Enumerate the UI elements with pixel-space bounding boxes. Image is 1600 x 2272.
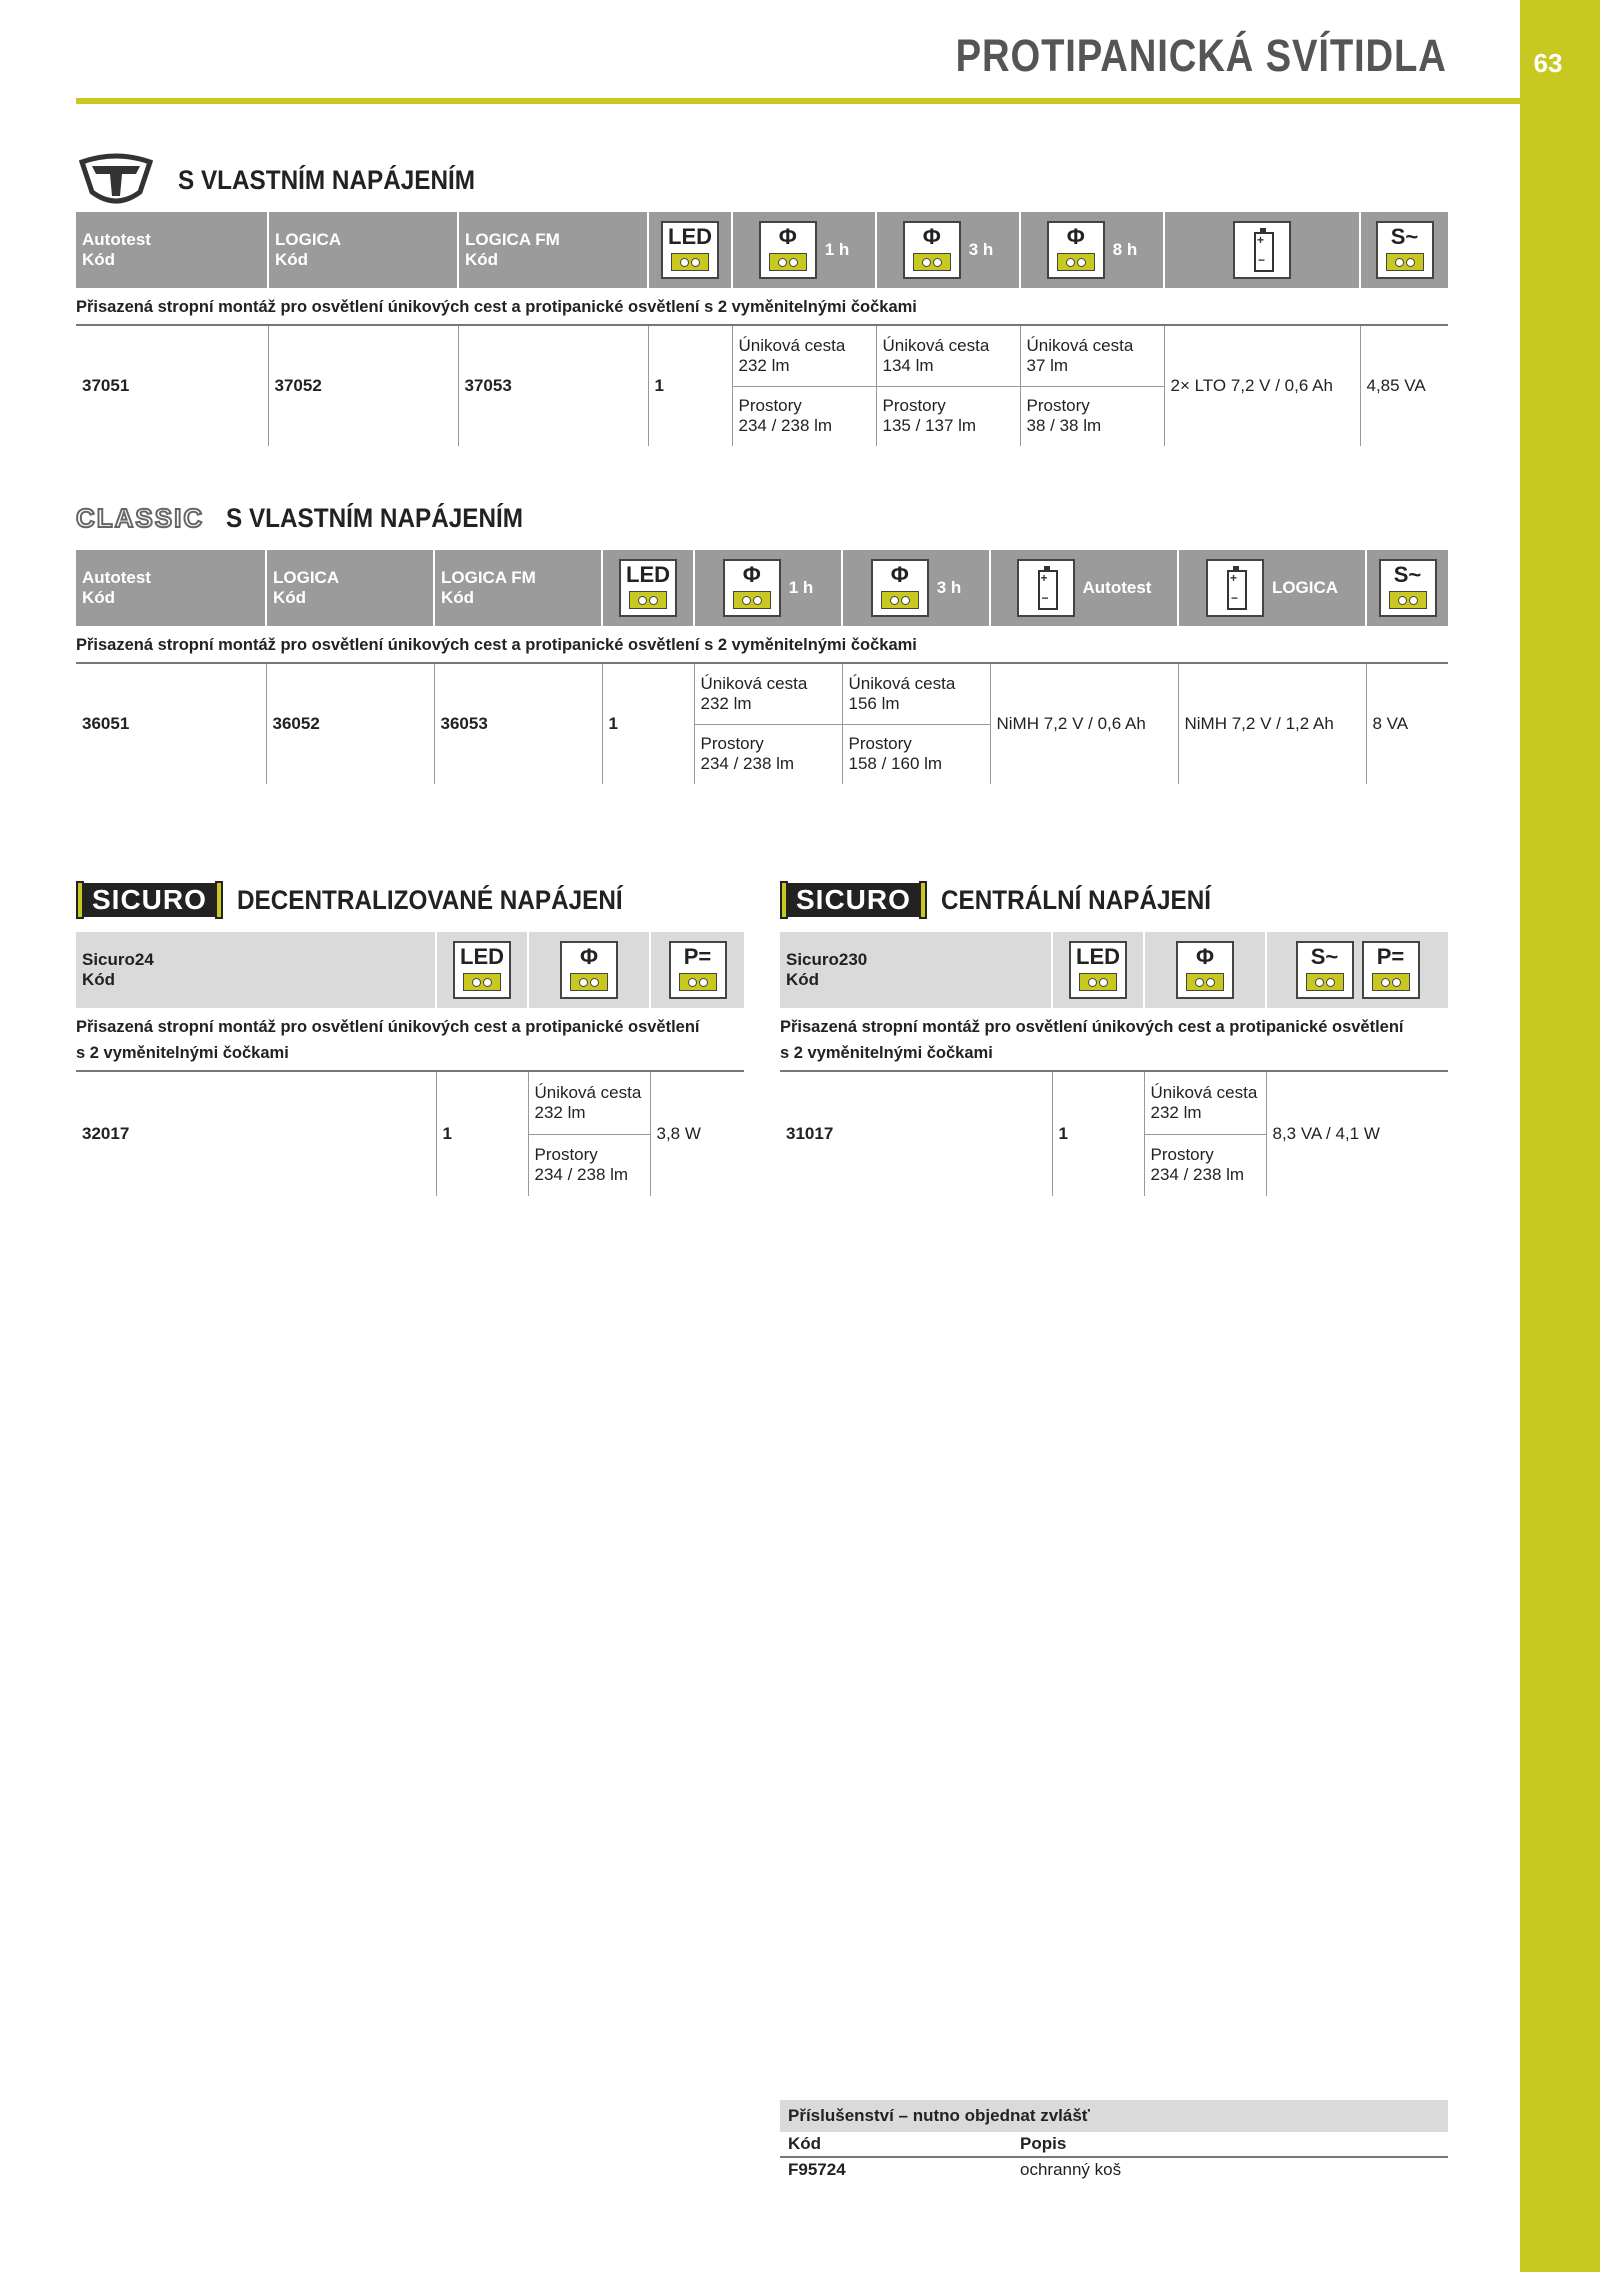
table-subtitle: Přisazená stropní montáž pro osvětlení únikových cest a protipanické osvětlení s 2 vyměnitelnými čočkami bbox=[780, 1008, 1448, 1072]
area-1h: Prostory 234 / 238 lm bbox=[732, 386, 876, 446]
section-decentral-power bbox=[76, 870, 744, 1196]
led-icon: LED bbox=[619, 559, 677, 617]
code-autotest: 36051 bbox=[82, 714, 130, 733]
col-led bbox=[1052, 932, 1144, 1008]
col-8h: Φ 8 h bbox=[1020, 212, 1164, 288]
col-logica: LOGICA Kód bbox=[266, 550, 434, 626]
table-row bbox=[780, 2157, 1448, 2182]
page-title: PROTIPANICKÁ SVÍTIDLA bbox=[955, 30, 1447, 81]
col-power bbox=[1266, 932, 1448, 1008]
section-header bbox=[76, 150, 1448, 210]
code-autotest: 37051 bbox=[82, 376, 130, 395]
col-flux bbox=[528, 932, 650, 1008]
battery-icon: + − bbox=[1017, 559, 1075, 617]
led-icon: LED bbox=[661, 221, 719, 279]
header-row bbox=[76, 932, 744, 1008]
accessories-header-row bbox=[780, 2132, 1448, 2157]
battery-icon: + − bbox=[1233, 221, 1291, 279]
led-count: 1 bbox=[1052, 1072, 1144, 1196]
section-self-powered-classic bbox=[76, 488, 1448, 784]
header-row bbox=[76, 550, 1448, 626]
product-code: 31017 bbox=[786, 1124, 834, 1143]
escape-route-8h: Úniková cesta 37 lm bbox=[1020, 326, 1164, 386]
luminous-flux-icon: Φ bbox=[1176, 941, 1234, 999]
col-logica-fm: LOGICA FM Kód bbox=[434, 550, 602, 626]
ac-power-icon: S~ bbox=[1296, 941, 1354, 999]
led-icon: LED bbox=[453, 941, 511, 999]
power-value: 8 VA bbox=[1366, 664, 1448, 784]
area-3h: Prostory 158 / 160 lm bbox=[842, 724, 990, 784]
col-3h: Φ 3 h bbox=[876, 212, 1020, 288]
col-3h: Φ 3 h bbox=[842, 550, 990, 626]
escape-route: Úniková cesta 232 lm bbox=[528, 1072, 650, 1134]
accessory-code: F95724 bbox=[788, 2160, 846, 2179]
col-logica-fm: LOGICA FM Kód bbox=[458, 212, 648, 288]
col-desc: Popis bbox=[1020, 2134, 1067, 2153]
data-table bbox=[780, 1072, 1448, 1196]
power-value: 4,85 VA bbox=[1360, 326, 1448, 446]
escape-route-3h: Úniková cesta 134 lm bbox=[876, 326, 1020, 386]
escape-route: Úniková cesta 232 lm bbox=[1144, 1072, 1266, 1134]
dc-power-icon: P= bbox=[669, 941, 727, 999]
section-central-power bbox=[780, 870, 1448, 1196]
dc-power-icon: P= bbox=[1362, 941, 1420, 999]
col-power bbox=[1360, 212, 1448, 288]
col-battery-autotest: + − Autotest bbox=[990, 550, 1178, 626]
col-1h: Φ 1 h bbox=[732, 212, 876, 288]
table-subtitle: Přisazená stropní montáž pro osvětlení únikových cest a protipanické osvětlení s 2 vyměnitelnými čočkami bbox=[76, 288, 1448, 326]
area: Prostory 234 / 238 lm bbox=[528, 1134, 650, 1196]
battery-logica-value: NiMH 7,2 V / 1,2 Ah bbox=[1178, 664, 1366, 784]
accessories-title: Příslušenství – nutno objednat zvlášť bbox=[780, 2100, 1448, 2132]
sicuro-logo: SICURO bbox=[780, 881, 927, 919]
area-8h: Prostory 38 / 38 lm bbox=[1020, 386, 1164, 446]
col-code: Kód bbox=[788, 2134, 822, 2153]
table-subtitle: Přisazená stropní montáž pro osvětlení únikových cest a protipanické osvětlení s 2 vyměnitelnými čočkami bbox=[76, 1008, 744, 1072]
col-1h: Φ 1 h bbox=[694, 550, 842, 626]
battery-value: 2× LTO 7,2 V / 0,6 Ah bbox=[1164, 326, 1360, 446]
led-count: 1 bbox=[436, 1072, 528, 1196]
accessories-table bbox=[780, 2100, 1448, 2182]
col-power bbox=[650, 932, 744, 1008]
accessories-list bbox=[780, 2132, 1448, 2182]
luminous-flux-icon: Φ bbox=[903, 221, 961, 279]
led-icon: LED bbox=[1069, 941, 1127, 999]
escape-route-1h: Úniková cesta 232 lm bbox=[694, 664, 842, 724]
col-battery-logica: + − LOGICA bbox=[1178, 550, 1366, 626]
col-led bbox=[602, 550, 694, 626]
ac-power-icon: S~ bbox=[1379, 559, 1437, 617]
section-header bbox=[76, 870, 744, 930]
escape-route-3h: Úniková cesta 156 lm bbox=[842, 664, 990, 724]
power-value: 8,3 VA / 4,1 W bbox=[1266, 1072, 1448, 1196]
header-row bbox=[76, 212, 1448, 288]
classic-logo: CLASSIC bbox=[76, 502, 205, 533]
sicuro-logo: SICURO bbox=[76, 881, 223, 919]
col-led bbox=[648, 212, 732, 288]
data-table bbox=[76, 326, 1448, 446]
luminous-flux-icon: Φ bbox=[871, 559, 929, 617]
ac-power-icon: S~ bbox=[1376, 221, 1434, 279]
section-self-powered-t bbox=[76, 150, 1448, 446]
col-power bbox=[1366, 550, 1448, 626]
data-table bbox=[76, 664, 1448, 784]
data-table bbox=[76, 1072, 744, 1196]
col-code: Sicuro230 Kód bbox=[780, 932, 1052, 1008]
section-header bbox=[780, 870, 1448, 930]
product-code: 32017 bbox=[82, 1124, 130, 1143]
header-rule bbox=[76, 98, 1520, 104]
escape-route-1h: Úniková cesta 232 lm bbox=[732, 326, 876, 386]
section-title: S VLASTNÍM NAPÁJENÍM bbox=[226, 502, 524, 533]
page-side-bar bbox=[1520, 0, 1600, 2272]
code-logica: 37052 bbox=[268, 326, 458, 446]
code-logica-fm: 36053 bbox=[434, 664, 602, 784]
section-title: DECENTRALIZOVANÉ NAPÁJENÍ bbox=[236, 884, 623, 915]
luminous-flux-icon: Φ bbox=[759, 221, 817, 279]
section-title: CENTRÁLNÍ NAPÁJENÍ bbox=[940, 884, 1211, 915]
col-logica: LOGICA Kód bbox=[268, 212, 458, 288]
section-header bbox=[76, 488, 1448, 548]
col-battery bbox=[1164, 212, 1360, 288]
col-autotest: Autotest Kód bbox=[76, 212, 268, 288]
battery-icon: + − bbox=[1206, 559, 1264, 617]
power-value: 3,8 W bbox=[650, 1072, 744, 1196]
led-count: 1 bbox=[602, 664, 694, 784]
area-3h: Prostory 135 / 137 lm bbox=[876, 386, 1020, 446]
luminous-flux-icon: Φ bbox=[723, 559, 781, 617]
table-subtitle: Přisazená stropní montáž pro osvětlení únikových cest a protipanické osvětlení s 2 vyměnitelnými čočkami bbox=[76, 626, 1448, 664]
luminous-flux-icon: Φ bbox=[560, 941, 618, 999]
code-logica-fm: 37053 bbox=[458, 326, 648, 446]
battery-autotest-value: NiMH 7,2 V / 0,6 Ah bbox=[990, 664, 1178, 784]
col-autotest: Autotest Kód bbox=[76, 550, 266, 626]
area-1h: Prostory 234 / 238 lm bbox=[694, 724, 842, 784]
section-title: S VLASTNÍM NAPÁJENÍM bbox=[178, 164, 476, 195]
header-row bbox=[780, 932, 1448, 1008]
col-code: Sicuro24 Kód bbox=[76, 932, 436, 1008]
accessory-desc: ochranný koš bbox=[1020, 2160, 1122, 2179]
col-flux bbox=[1144, 932, 1266, 1008]
luminous-flux-icon: Φ bbox=[1047, 221, 1105, 279]
t-shield-logo-icon bbox=[76, 152, 156, 208]
col-led bbox=[436, 932, 528, 1008]
code-logica: 36052 bbox=[266, 664, 434, 784]
page-number: 63 bbox=[1533, 48, 1563, 78]
led-count: 1 bbox=[648, 326, 732, 446]
area: Prostory 234 / 238 lm bbox=[1144, 1134, 1266, 1196]
